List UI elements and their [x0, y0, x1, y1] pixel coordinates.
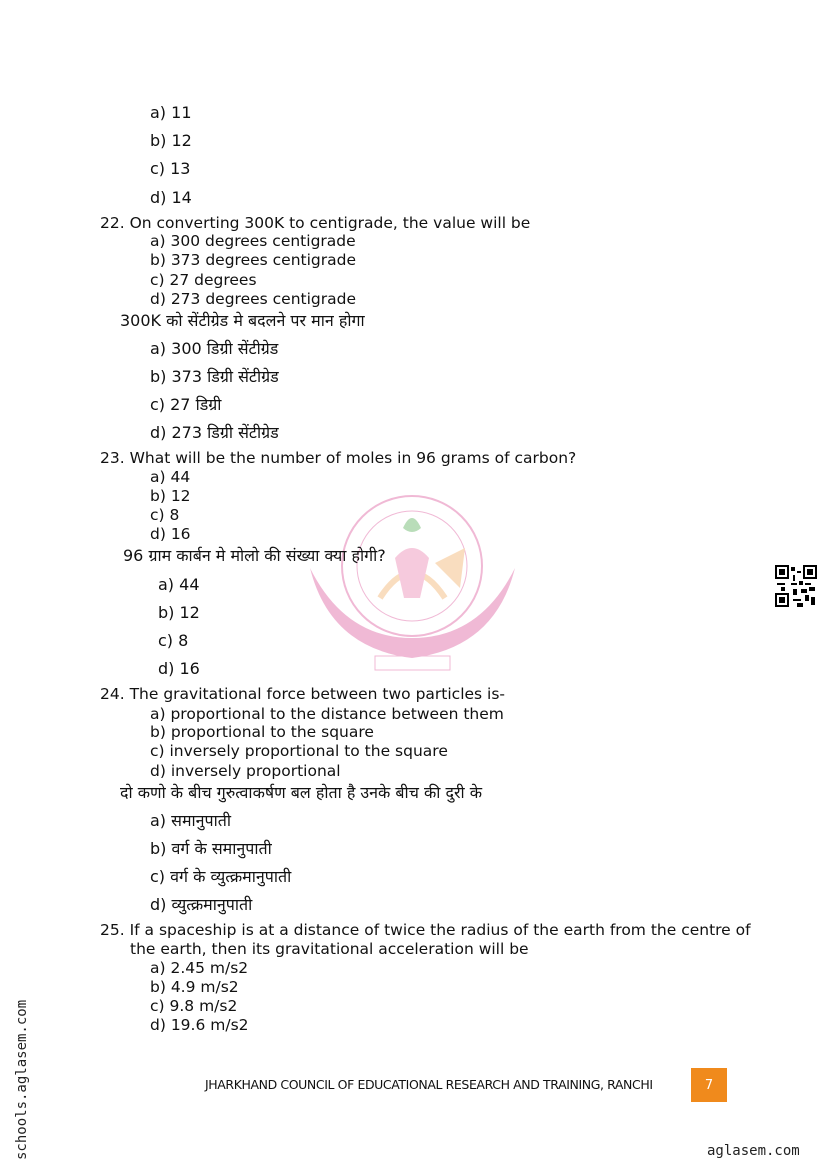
q23-hindi-option-d: d) 16	[158, 659, 200, 678]
q23-hindi-question: 96 ग्राम कार्बन मे मोलो की संख्या क्या होगी?	[123, 546, 386, 565]
q24-option-d: d) inversely proportional	[150, 762, 341, 780]
q25-option-a: a) 2.45 m/s2	[150, 959, 249, 977]
q24-hindi-question: दो कणो के बीच गुरुत्वाकर्षण बल होता है उनके बीच की दुरी के	[120, 783, 483, 802]
q22-option-b: b) 373 degrees centigrade	[150, 251, 356, 269]
q23-hindi-option-a: a) 44	[158, 575, 200, 594]
qr-code-icon[interactable]	[775, 565, 817, 607]
prev-option-b: b) 12	[150, 131, 192, 150]
q23-question: 23. What will be the number of moles in 96 grams of carbon?	[100, 449, 577, 467]
q22-hindi-option-c: c) 27 डिग्री	[150, 395, 222, 414]
q22-hindi-option-b: b) 373 डिग्री सेंटीग्रेड	[150, 367, 279, 386]
q25-question-line1: 25. If a spaceship is at a distance of twice the radius of the earth from the centre of	[100, 921, 751, 939]
q22-hindi-option-d: d) 273 डिग्री सेंटीग्रेड	[150, 423, 279, 442]
q24-question: 24. The gravitational force between two particles is-	[100, 685, 506, 703]
q22-hindi-question: 300K को सेंटीग्रेड मे बदलने पर मान होगा	[120, 311, 365, 330]
q24-option-a: a) proportional to the distance between them	[150, 705, 504, 723]
q23-option-d: d) 16	[150, 525, 191, 543]
q24-option-c: c) inversely proportional to the square	[150, 742, 448, 760]
q22-question: 22. On converting 300K to centigrade, the value will be	[100, 214, 531, 232]
prev-option-c: c) 13	[150, 159, 191, 178]
q24-option-b: b) proportional to the square	[150, 723, 374, 741]
page-number-badge	[691, 1068, 727, 1102]
q23-option-c: c) 8	[150, 506, 180, 524]
q24-hindi-option-c: c) वर्ग के व्युत्क्रमानुपाती	[150, 867, 292, 886]
q25-option-b: b) 4.9 m/s2	[150, 978, 239, 996]
q23-hindi-option-c: c) 8	[158, 631, 189, 650]
q24-hindi-option-a: a) समानुपाती	[150, 811, 232, 830]
side-url: schools.aglasem.com	[14, 999, 30, 1160]
prev-option-a: a) 11	[150, 103, 192, 122]
q25-option-c: c) 9.8 m/s2	[150, 997, 238, 1015]
brand-url: aglasem.com	[707, 1143, 800, 1159]
q22-option-d: d) 273 degrees centigrade	[150, 290, 356, 308]
prev-option-d: d) 14	[150, 188, 192, 207]
q24-hindi-option-b: b) वर्ग के समानुपाती	[150, 839, 272, 858]
page-number: 7	[704, 1077, 714, 1093]
footer-council: JHARKHAND COUNCIL OF EDUCATIONAL RESEARCH AND TRAINING, RANCHI	[205, 1077, 653, 1092]
q25-option-d: d) 19.6 m/s2	[150, 1016, 249, 1034]
q23-option-a: a) 44	[150, 468, 191, 486]
q22-option-a: a) 300 degrees centigrade	[150, 232, 356, 250]
q23-hindi-option-b: b) 12	[158, 603, 200, 622]
q22-option-c: c) 27 degrees	[150, 271, 257, 289]
jcert-logo-watermark	[305, 488, 520, 673]
q22-hindi-option-a: a) 300 डिग्री सेंटीग्रेड	[150, 339, 279, 358]
q25-question-line2: the earth, then its gravitational acceleration will be	[130, 940, 529, 958]
q23-option-b: b) 12	[150, 487, 191, 505]
q24-hindi-option-d: d) व्युत्क्रमानुपाती	[150, 895, 253, 914]
